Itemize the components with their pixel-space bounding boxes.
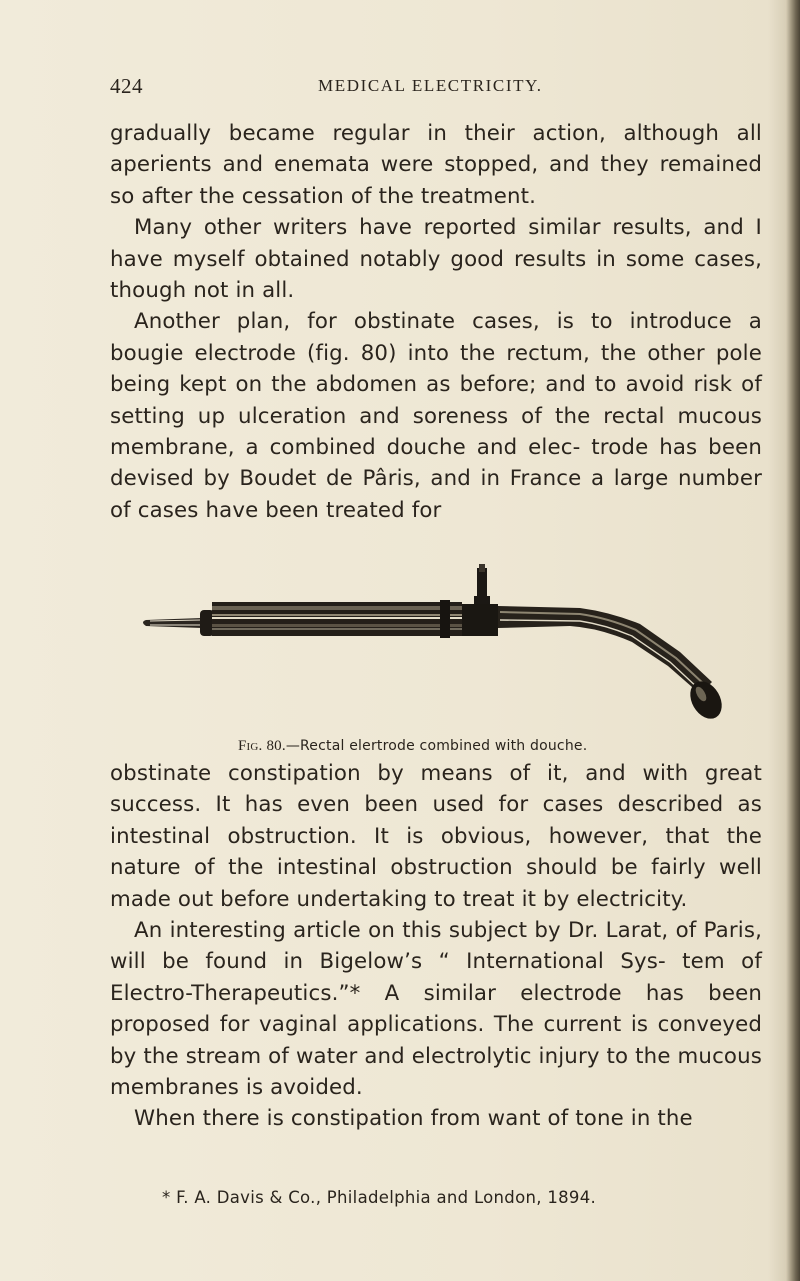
figure-caption-text: —Rectal elertrode combined with douche. <box>285 738 588 754</box>
page-number: 424 <box>110 74 143 98</box>
paragraph: An interesting article on this subject by Dr. Larat, of Paris, will be found in Bigelow’s “ International Sys- tem of Electro-Therapeutics.”* A similar electrode has been proposed for vaginal applications. The current is conveyed by the stream of water and electrolytic injury to the mucous membranes is avoided. <box>110 918 762 1101</box>
body-text-bottom <box>110 758 762 1135</box>
paragraph: When there is constipation from want of tone in the <box>134 1106 693 1132</box>
page-edge <box>786 0 800 1281</box>
paragraph: gradually became regular in their action, although all aperients and enemata were stopped, and they remained so after the cessation of the treatment. <box>110 121 762 209</box>
rectal-electrode-figure <box>140 562 740 732</box>
figure-caption <box>238 738 587 755</box>
paragraph: Many other writers have reported similar results, and I have myself obtained notably good results in some cases, though not in all. <box>110 215 762 304</box>
paragraph: obstinate constipation by means of it, and with great success. It has even been used for cases described as intestinal obstruction. It is obvious, however, that the nature of the intestinal obstruction should be fairly well made out before undertaking to treat it by electricity. <box>110 761 762 912</box>
running-head: MEDICAL ELECTRICITY. <box>318 76 543 95</box>
body-text-top <box>110 118 762 526</box>
page-header <box>110 74 760 104</box>
footnote: * F. A. Davis & Co., Philadelphia and London, 1894. <box>162 1188 597 1207</box>
figure-label: Fig. 80. <box>238 738 286 754</box>
paragraph: Another plan, for obstinate cases, is to introduce a bougie electrode (fig. 80) into the rectum, the other pole being kept on the abdomen as before; and to avoid risk of setting up ulceration and soreness of the rectal mucous membrane, a combined douche and elec- trode has been devised by Boudet de Pâris, and in France a large number of cases have been treated for <box>110 309 762 523</box>
electrode-illustration <box>140 562 740 732</box>
